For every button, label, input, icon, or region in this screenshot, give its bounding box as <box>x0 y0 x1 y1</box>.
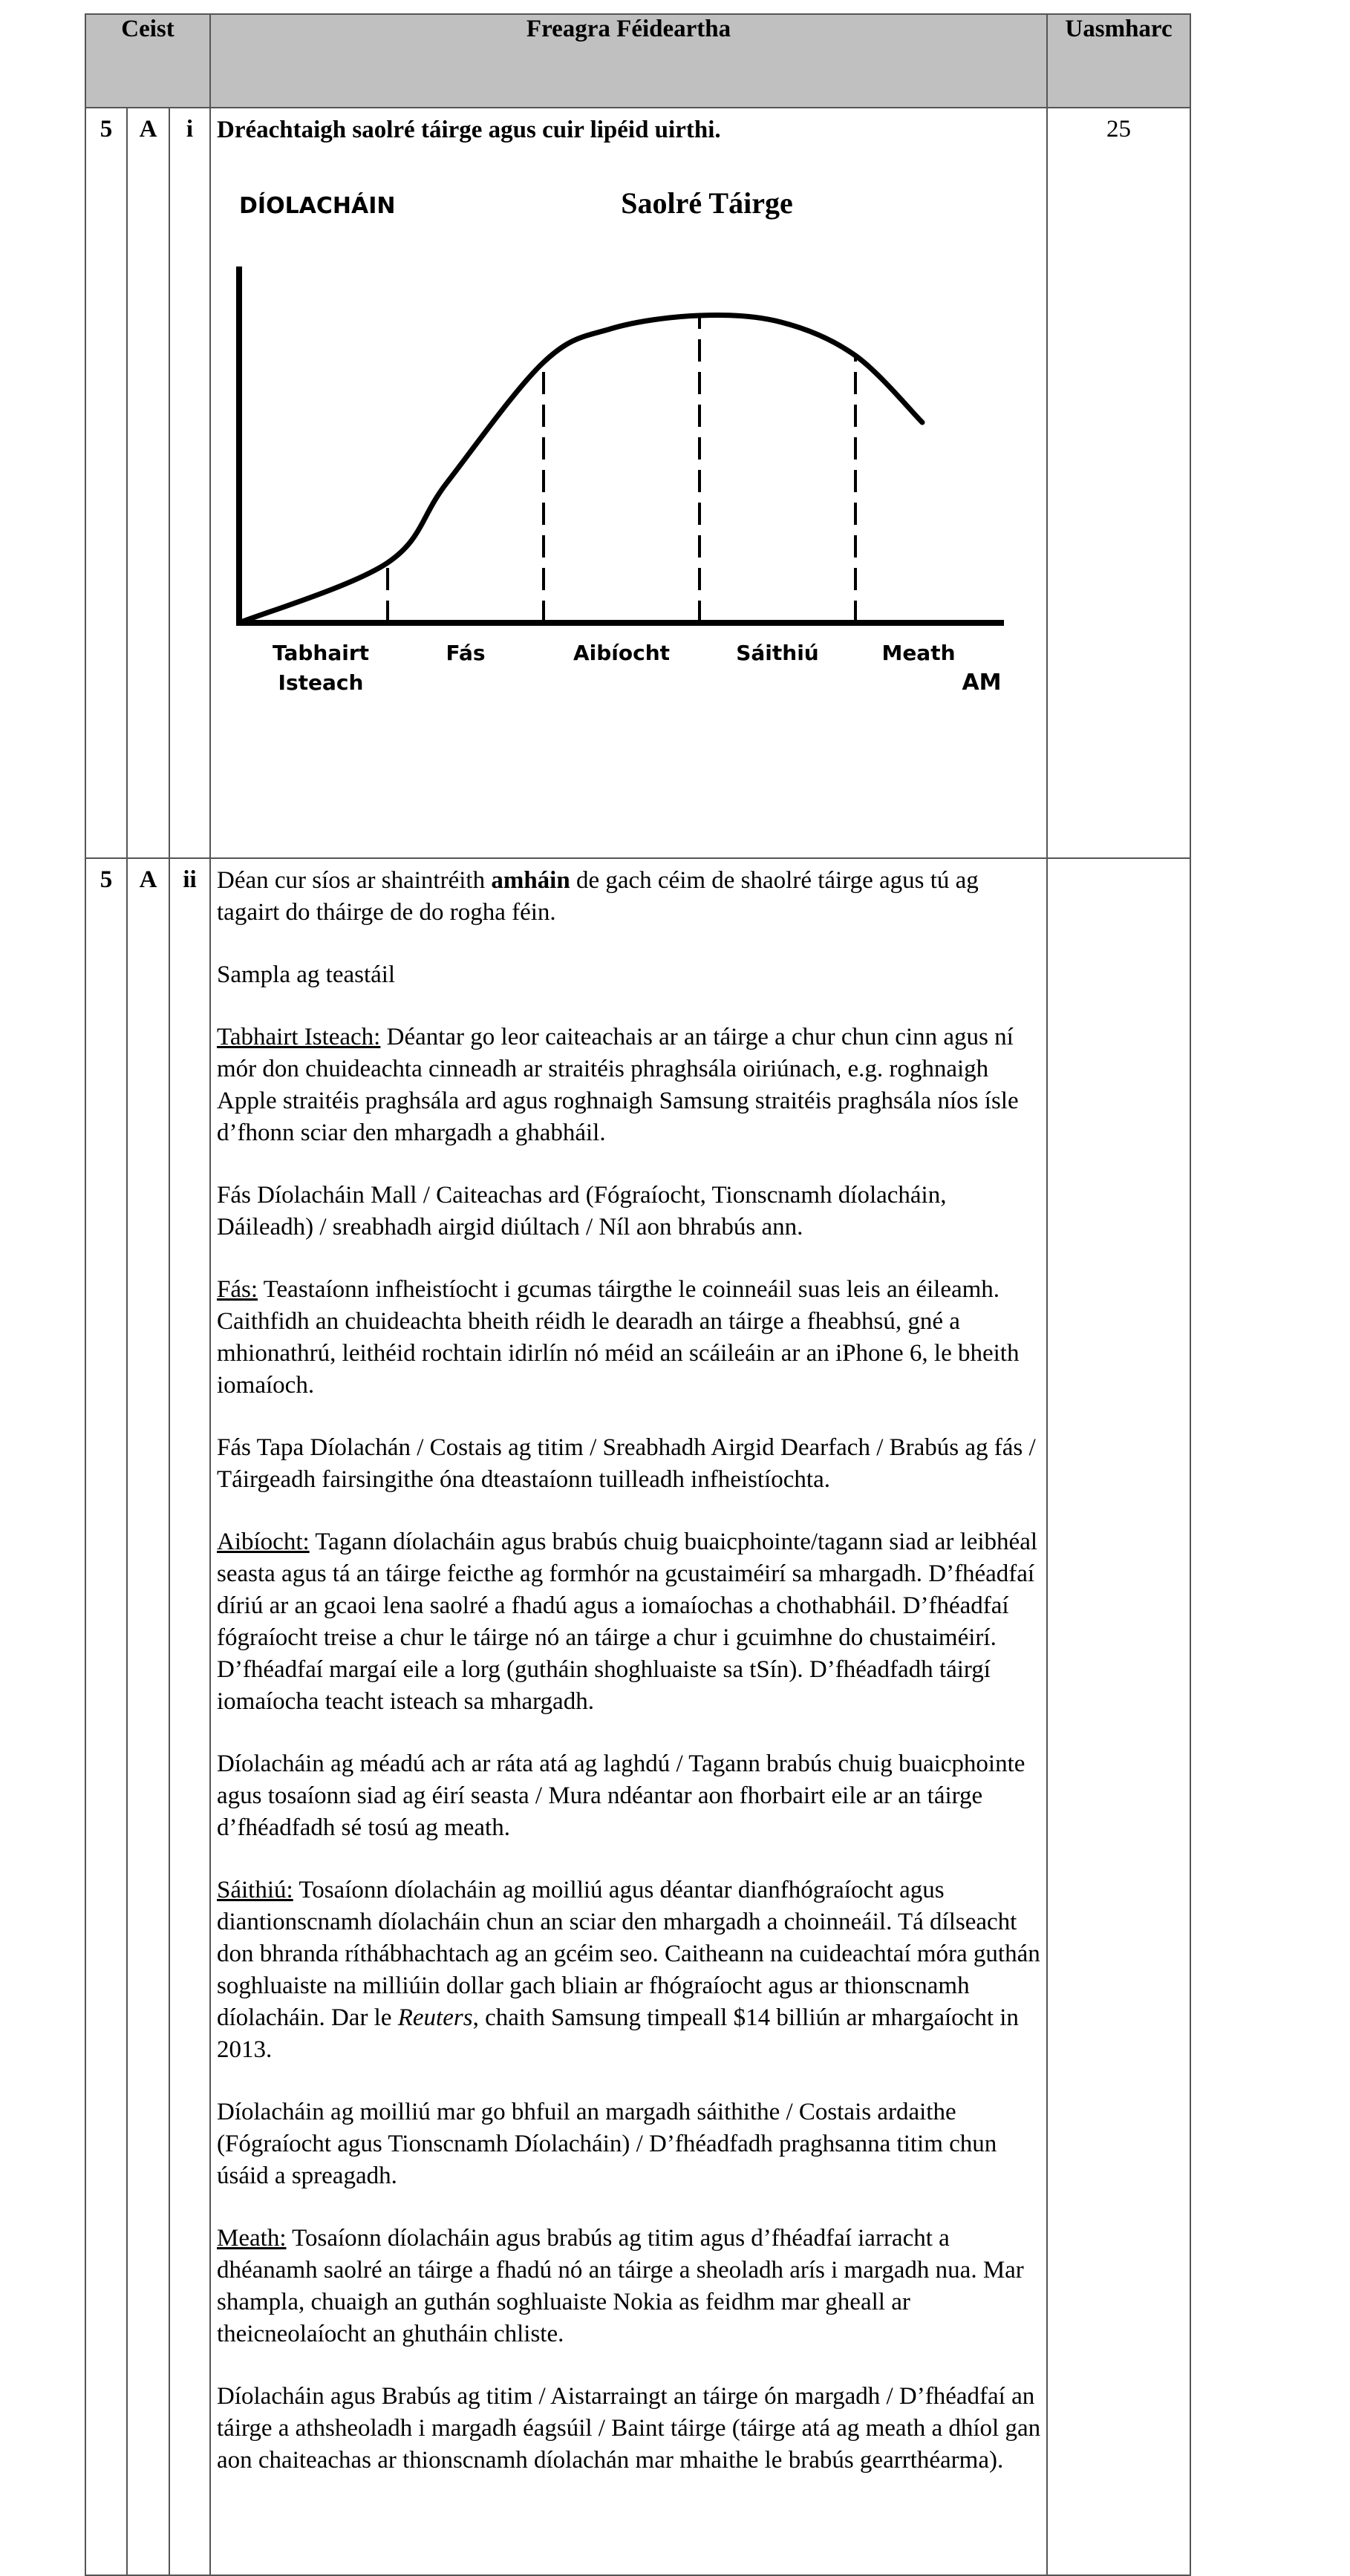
chart-svg <box>217 177 1041 742</box>
stage-saturation-points: Díolacháin ag moilliú mar go bhfuil an margadh sáithithe / Costais ardaithe (Fógraíocht agus Tionscnamh Díolacháin) / D’fhéadfadh praghsanna titim chun úsáid a spreagadh. <box>217 2099 997 2189</box>
question-row-5a-ii <box>85 858 1190 2575</box>
question-text: Dréachtaigh saolré táirge agus cuir lipéid uirthi. <box>217 117 721 143</box>
header-row <box>85 14 1190 108</box>
stage-maturity: Aibíocht: Tagann díolacháin agus brabús chuig buaicphointe/tagann siad ar leibhéal seasta agus tá an táirge feicthe ag formhór na gcustaiméirí sa mhargadh. D’fhéadfaí díriú ar an gcaoi lena saolré a fhadú agus a iomaíochas a chothabháil. D’fhéadfaí fógraíocht treise a chur le táirge nó an táirge a chur i gcuimhne do chustaiméirí. D’fhéadfaí margaí eile a lorg (gutháin shoghluaiste sa tSín). D’fhéadfadh táirgí iomaíocha teacht isteach sa mhargadh. <box>217 1529 1038 1715</box>
y-axis-label: DÍOLACHÁIN <box>239 193 396 219</box>
sample-required-note: Sampla ag teastáil <box>217 961 396 988</box>
header-marks: Uasmharc <box>1047 14 1190 108</box>
stage-decline: Meath: Tosaíonn díolacháin agus brabús ag titim agus d’fhéadfaí iarracht a dhéanamh saolré an táirge a fhadú nó an táirge a sheoladh arís i margadh nua. Mar shampla, chuaigh an guthán soghluaiste Nokia as feidhm mar gheall ar theicneolaíocht an ghutháin chliste. <box>217 2225 1024 2347</box>
answer-cell <box>210 858 1047 2575</box>
stage-label-1: Tabhairt <box>272 641 370 665</box>
x-axis-label: AM <box>962 670 1002 696</box>
header-answer: Freagra Féideartha <box>210 14 1047 108</box>
chart-title: Saolré Táirge <box>621 186 793 220</box>
stage-introduction-points: Fás Díolacháin Mall / Caiteachas ard (Fógraíocht, Tionscnamh díolacháin, Dáileadh) / sreabhadh airgid diúltach / Níl aon bhrabús ann. <box>217 1182 947 1240</box>
marking-scheme-table <box>85 13 1191 2576</box>
answer-cell <box>210 108 1047 858</box>
stage-introduction: Tabhairt Isteach: Déantar go leor caiteachais ar an táirge a chur chun cinn agus ní mór don chuideachta cinneadh ar straitéis phraghsála oiriúnach, e.g. roghnaigh Apple straitéis praghsála ard agus roghnaigh Samsung straitéis praghsála níos ísle d’fhonn sciar den mhargadh a ghabháil. <box>217 1024 1019 1146</box>
stage-label-4: Sáithiú <box>736 641 819 665</box>
product-lifecycle-chart <box>217 177 1041 742</box>
stage-growth: Fás: Teastaíonn infheistíocht i gcumas táirgthe le coinneáil suas leis an éileamh. Caithfidh an chuideachta bheith réidh le dearadh an táirge a fheabhsú, gné a mhionathrú, leithéid rochtain idirlín nó méid an scáileáin ar an iPhone 6, le bheith iomaíoch. <box>217 1276 1020 1399</box>
sales-curve <box>239 315 922 623</box>
stage-maturity-points: Díolacháin ag méadú ach ar ráta atá ag laghdú / Tagann brabús chuig buaicphointe agus tosaíonn siad ag éirí seasta / Mura ndéantar aon fhorbairt eile ar an táirge d’fhéadfadh sé tosú ag meath. <box>217 1750 1025 1841</box>
stage-label-5: Meath <box>881 641 956 665</box>
question-number: 5 <box>85 858 127 2575</box>
question-part: A <box>127 858 169 2575</box>
question-part: A <box>127 108 169 858</box>
question-text: Déan cur síos ar shaintréith amháin de gach céim de shaolré táirge agus tú ag tagairt do tháirge de do rogha féin. <box>217 867 979 926</box>
max-marks <box>1047 858 1190 2575</box>
stage-growth-points: Fás Tapa Díolachán / Costais ag titim / Sreabhadh Airgid Dearfach / Brabús ag fás / Táirgeadh fairsingithe óna dteastaíonn tuilleadh infheistíochta. <box>217 1434 1036 1493</box>
question-number: 5 <box>85 108 127 858</box>
question-subpart: ii <box>169 858 210 2575</box>
max-marks: 25 <box>1047 108 1190 858</box>
question-subpart: i <box>169 108 210 858</box>
stage-saturation: Sáithiú: Tosaíonn díolacháin ag moilliú agus déantar dianfhógraíocht agus diantionscnamh díolacháin chun an sciar den mhargadh a choinneáil. Tá dílseacht don bhranda ríthábhachtach ag an gcéim seo. Caitheann na cuideachtaí móra guthán soghluaiste na milliúin dollar gach bliain ar fhógraíocht agus ar thionscnamh díolacháin. Dar le Reuters, chaith Samsung timpeall $14 billiún ar mhargaíocht in 2013. <box>217 1877 1040 2063</box>
question-row-5a-i <box>85 108 1190 858</box>
stage-label-1: Isteach <box>278 670 364 695</box>
stage-decline-points: Díolacháin agus Brabús ag titim / Aistarraingt an táirge ón margadh / D’fhéadfaí an táirge a athsheoladh i margadh éagsúil / Baint táirge (táirge atá ag meath a dhíol gan aon chaiteachas ar thionscnamh díolachán mar mhaithe le brabús gearrthéarma). <box>217 2383 1041 2474</box>
stage-label-3: Aibíocht <box>573 641 671 665</box>
stage-label-2: Fás <box>446 641 486 665</box>
header-question: Ceist <box>85 14 210 108</box>
